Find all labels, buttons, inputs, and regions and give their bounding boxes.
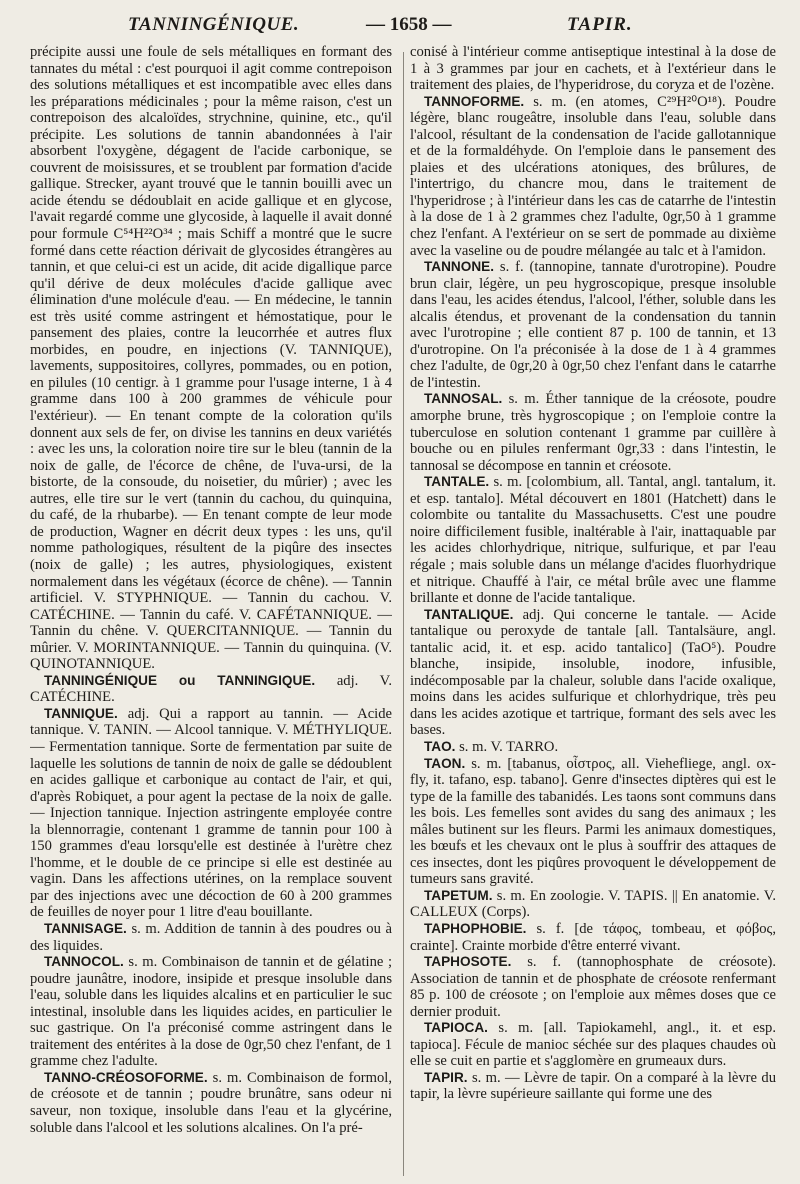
entry-headword: TANNOSAL. (424, 391, 503, 407)
entry-text: s. m. Combinaison de tannin et de gélatine ; poudre jaunâtre, inodore, insipide et presque insoluble dans l'eau, soluble dans les liquides alcalins et en particulier le suc intestinal, insoluble dans les liquides acides, en particulier le suc gastrique. On l'a préconisé comme astringent dans le traitement des entérites à la dose de 0gr,50 chez l'enfant, de 1 gramme chez l'adulte. (30, 954, 392, 1070)
entry-headword: TAPIOCA. (424, 1020, 488, 1036)
entry-text: s. m. Combinaison de formol, de créosote et de tannin ; poudre brunâtre, sans odeur ni saveur, non toxique, insoluble dans l'eau et la glycérine, soluble dans l'alcool et les solutions alcalines. On l'a pré- (30, 1069, 392, 1136)
page-number: — 1658 — (366, 14, 452, 35)
dictionary-entry (410, 94, 776, 259)
entry-headword: TANNO-CRÉOSOFORME. (44, 1069, 208, 1085)
dictionary-entry (410, 391, 776, 474)
dictionary-entry (410, 474, 776, 606)
entry-text: s. f. (tannophosphate de créosote). Association de tannin et de phosphate de créosote renfermant 85 p. 100 de créosote ; on l'emploie aux mêmes doses que ce dernier produit. (410, 954, 776, 1020)
entry-text: adj. V. CATÉCHINE. (30, 672, 392, 706)
left-column (30, 44, 392, 1182)
dictionary-entry (30, 673, 392, 706)
dictionary-entry (410, 739, 776, 756)
entry-headword: TANNISAGE. (44, 920, 127, 936)
entry-headword: TAO. (424, 738, 456, 754)
entry-text: s. m. (en atomes, C²⁹H²⁰O¹⁸). Poudre légère, blanc rougeâtre, insoluble dans l'eau, soluble dans l'alcool, résultant de la condensation de l'acide gallotannique et de la formaldéhyde. On l'emploie dans le pansement des plaies et des ulcérations atoniques, des brûlures, de l'intertrigo, du chancre mou, dans le traitement de l'hyperidrose ; à l'intérieur dans les cas de catarrhe de l'intestin à la dose de 1 à 2 grammes chez l'adulte, 0gr,50 à 1 gramme chez l'enfant. A l'extérieur on se sert de pommade au dixième avec la vaseline ou de poudre mélangée au talc et à l'amidon. (410, 93, 776, 259)
dictionary-entry (30, 706, 392, 921)
entry-continuation (30, 44, 392, 673)
entry-headword: TAPETUM. (424, 887, 493, 903)
running-header (0, 14, 800, 40)
entry-text: s. m. — Lèvre de tapir. On a comparé à la lèvre du tapir, la lèvre supérieure saillante qui forme une des (410, 1069, 776, 1103)
header-right-guideword: TAPIR. (567, 14, 633, 35)
entry-headword: TANTALIQUE. (424, 606, 514, 622)
entry-text: s. m. V. TARRO. (459, 738, 559, 755)
entry-headword: TANNINGÉNIQUE ou TANNINGIQUE. (44, 672, 316, 688)
entry-headword: TANNOCOL. (44, 954, 124, 970)
entry-text: s. m. [colombium, all. Tantal, angl. tantalum, it. et esp. tantalo]. Métal découvert en 1801 (Hatchett) dans le colombite ou tantalite du Massachusetts. C'est une poudre noire difficilement fusible, inaltérable à l'air, inattaquable par les acides chlorhydrique, nitrique, sulfurique, et par l'eau régale ; mais soluble dans un mélange d'acides fluorhydrique et nitrique. Chauffé à l'air, ce métal brûle avec une flamme brillante et donne de l'acide tantalique. (410, 474, 776, 607)
dictionary-entry (30, 921, 392, 954)
entry-headword: TANNONE. (424, 259, 494, 275)
entry-headword: TAPIR. (424, 1069, 468, 1085)
entry-headword: TAON. (424, 755, 466, 771)
entry-text: adj. Qui concerne le tantale. — Acide tantalique ou peroxyde de tantale [all. Tantalsäure, angl. tantalic acid, it. et esp. acido tantalico] (TaO⁵). Poudre blanche, insipide, insoluble, inodore, infusible, indécomposable par la chaleur, soluble dans l'acide oxalique, moins dans les acides sulfurique et chlorhydrique, très peu dans les acides azotique et tartrique, formant des sels avec les bases. (410, 606, 776, 739)
entry-text: s. m. Éther tannique de la créosote, poudre amorphe brune, très hygroscopique ; on l'emploie contre la tuberculose en solution contenant 1 gramme par cuillère à bouche ou en pilules renfermant 0gr,33 : dans l'intestin, le tannosal se décompose en tannin et créosote. (410, 391, 776, 474)
dictionary-entry (30, 1070, 392, 1136)
dictionary-entry (410, 1070, 776, 1103)
dictionary-entry (410, 607, 776, 739)
entry-text: conisé à l'intérieur comme antiseptique intestinal à la dose de 1 à 3 grammes par jour en cachets, et à l'extérieur dans le traitement des plaies, de l'hyperidrose, du coryza et de l'ozène. (410, 44, 776, 94)
dictionary-entry (410, 1020, 776, 1070)
right-column (410, 44, 776, 1182)
entry-headword: TAPHOPHOBIE. (424, 920, 527, 936)
entry-headword: TANNIQUE. (44, 705, 118, 721)
dictionary-entry (410, 954, 776, 1020)
entry-headword: TANTALE. (424, 474, 490, 490)
entry-text: s. f. [de τάφος, tombeau, et φόβος, crainte]. Crainte morbide d'être enterré vivant. (410, 920, 776, 954)
dictionary-entry (410, 888, 776, 921)
entry-text: s. m. [all. Tapiokamehl, angl., it. et esp. tapioca]. Fécule de manioc séchée sur des plaques chaudes où elle se cuit en partie et s'agglomère en grumeaux durs. (410, 1020, 776, 1070)
column-divider (403, 52, 404, 1176)
entry-text: adj. Qui a rapport au tannin. — Acide tannique. V. TANIN. — Alcool tannique. V. MÉTHYLIQUE. — Fermentation tannique. Sorte de fermentation par suite de laquelle les solutions de tannin de noix de galle se dédoublent en acides gallique et carbonique au contact de l'air, et qui, d'après Robiquet, a pour agent la pectase de la noix de galle. — Injection tannique. Injection astringente employée contre la blennorragie, contenant 1 gramme de tannin pour 100 à 150 grammes d'eau lorsqu'elle est destinée à l'urètre chez l'homme, et le double de ce principe si elle est destinée au vagin. Dans les affections utérines, on la remplace souvent par des injections avec une décoction de 60 à 200 grammes de feuilles de noyer pour 1 litre d'eau bouillante. (30, 705, 392, 921)
entry-continuation (410, 44, 776, 94)
dictionary-entry (30, 954, 392, 1070)
entry-text: s. m. Addition de tannin à des poudres ou à des liquides. (30, 920, 392, 954)
entry-text: précipite aussi une foule de sels métalliques en formant des tannates du métal : c'est pourquoi il agit comme contrepoison des solutions métalliques et est incompatible avec elles dans les préparations médicinales ; pour la même raison, c'est un contrepoison des alcaloïdes, strychnine, quinine, etc., qu'il précipite. Les solutions de tannin abandonnées à l'air absorbent l'oxygène, dégagent de l'acide carbonique, se couvrent de moisissures, et se troublent par formation d'acide gallique. Strecker, ayant trouvé que le tannin bouilli avec un acide étendu se dédoublait en acide gallique et en glycose, l'avait regardé comme une glycoside, à laquelle il avait donné pour formule C⁵⁴H²²O³⁴ ; mais Schiff a montré que le sucre formé dans cette réaction dérivait de glycosides étrangères au tannin, et que celui-ci est un acide, dit acide digallique parce qu'il dérive de deux molécules d'acide gallique avec élimination d'une molécule d'eau. — En médecine, le tannin est très usité comme astringent et hémostatique, pour le pansement des plaies, contre la leucorrhée et autres flux morbides, en poudre, en injections (V. TANNIQUE), lavements, suppositoires, collyres, pommades, ou en potion, en pilules (10 centigr. à 1 gramme pour l'usage interne, 1 à 4 gramme dans 100 à 200 grammes de véhicule pour l'extérieur). — En tenant compte de la coloration qu'ils donnent aux sels de fer, on divise les tannins en deux variétés : avec les uns, la coloration noire tire sur le bleu (tannin de la noix de galle, de l'écorce de chêne, de l'uva-ursi, de la bistorte, de la consoude, du noisetier, du mûrier) ; avec les autres, elle tire sur le vert (tannin du cachou, du quinquina, du café, de la rhubarbe). — En tenant compte de leur mode de production, Wagner en décrit deux types : les uns, qu'il nomme pathologiques, résultent de la piqûre des insectes (noix de galle) ; les autres, physiologiques, existent normalement dans les végétaux (écorce de chêne). — Tannin artificiel. V. STYPHNIQUE. — Tannin du cachou. V. CATÉCHINE. — Tannin du café. V. CAFÉTANNIQUE. — Tannin du chêne. V. QUERCITANNIQUE. — Tannin du mûrier. V. MORINTANNIQUE. — Tannin du quinquina. (V. QUINOTANNIQUE. (30, 44, 392, 673)
entry-text: s. f. (tannopine, tannate d'urotropine). Poudre brun clair, légère, un peu hygroscopique, presque insoluble dans l'eau, les acides étendus, l'alcool, l'éther, soluble dans les alcalis étendus, et provenant de la condensation du tannin avec l'urotropine ; elle contient 87 p. 100 de tannin, et 13 d'urotropine. On l'a préconisée à la dose de 1 à 4 grammes chez l'adulte, de 0gr,20 à 0gr,50 chez l'enfant dans le catarrhe de l'intestin. (410, 259, 776, 391)
header-left-guideword: TANNINGÉNIQUE. (128, 14, 300, 35)
dictionary-entry (410, 756, 776, 888)
entry-headword: TANNOFORME. (424, 93, 525, 109)
dictionary-entry (410, 921, 776, 954)
entry-text: s. m. En zoologie. V. TAPIS. || En anatomie. V. CALLEUX (Corps). (410, 887, 776, 921)
entry-headword: TAPHOSOTE. (424, 954, 512, 970)
entry-text: s. m. [tabanus, οἶστρος, all. Viehefliege, angl. ox-fly, it. tafano, esp. tabano]. Genre d'insectes diptères qui est le type de la famille des tabanidés. Les taons sont communs dans les bois. Les femelles sont avides du sang des animaux ; les mâles butinent sur les fleurs. Parmi les animaux domestiques, les bœufs et les chevaux ont le plus à souffrir des attaques de ces insectes, dont les piqûres provoquent le développement de tumeurs sans gravité. (410, 755, 776, 888)
dictionary-entry (410, 259, 776, 391)
